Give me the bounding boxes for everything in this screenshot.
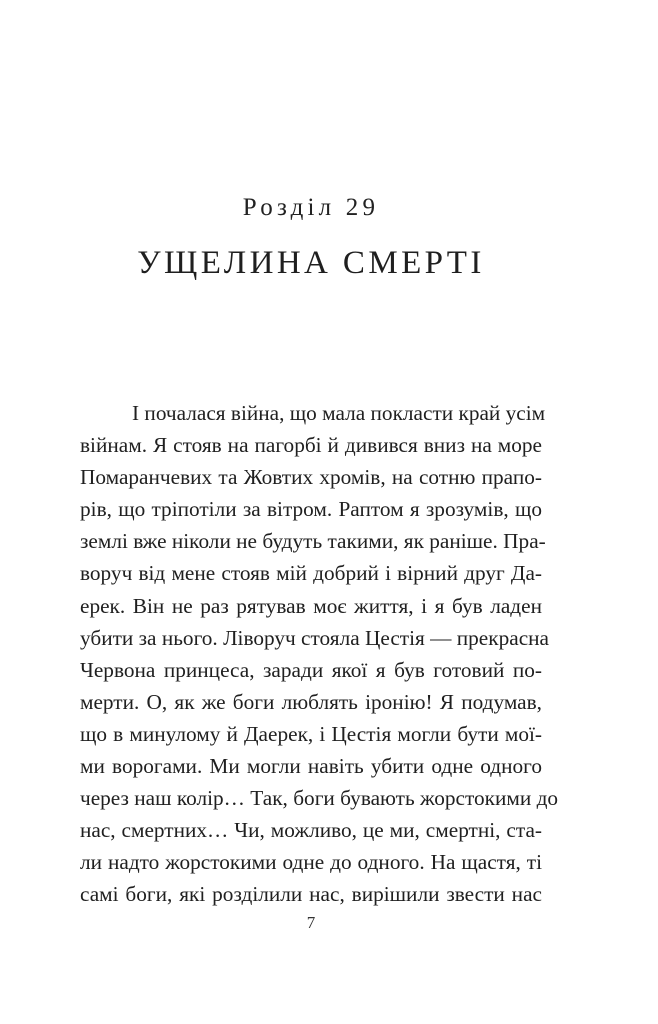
text-line: мерти. О, як же боги люблять іронію! Я подумав, <box>80 689 542 714</box>
text-line: нас, смертних… Чи, можливо, це ми, смертні, ста- <box>80 818 542 843</box>
chapter-title: УЩЕЛИНА СМЕРТІ <box>137 245 485 281</box>
text-line: рів, що тріпотіли за вітром. Раптом я зрозумів, що <box>80 497 542 522</box>
text-line: через наш колір… Так, боги бувають жорстокими до <box>80 786 559 811</box>
body-paragraph <box>80 397 559 911</box>
text-line: ерек. Він не раз рятував моє життя, і я був ладен <box>80 593 542 618</box>
text-line: Червона принцеса, заради якої я був готовий по- <box>80 657 542 682</box>
text-line: самі боги, які розділили нас, вирішили звести нас <box>80 882 542 907</box>
text-line: землі вже ніколи не будуть такими, як раніше. Пра- <box>80 529 546 554</box>
text-line: убити за нього. Ліворуч стояла Цестія — прекрасна <box>80 625 549 650</box>
chapter-number: Розділ 29 <box>242 194 380 221</box>
text-line: воруч від мене стояв мій добрий і вірний друг Да- <box>80 561 542 586</box>
text-line: війнам. Я стояв на пагорбі й дивився вниз на море <box>80 433 542 458</box>
page-number: 7 <box>306 913 316 932</box>
text-line: І почалася війна, що мала покласти край усім <box>132 401 546 425</box>
text-line: Помаранчевих та Жовтих хромів, на сотню прапо- <box>80 465 542 490</box>
text-line: ми ворогами. Ми могли навіть убити одне одного <box>80 754 542 779</box>
text-line: що в минулому й Даерек, і Цестія могли бути мої- <box>80 721 542 746</box>
text-line: ли надто жорстокими одне до одного. На щастя, ті <box>80 850 542 875</box>
